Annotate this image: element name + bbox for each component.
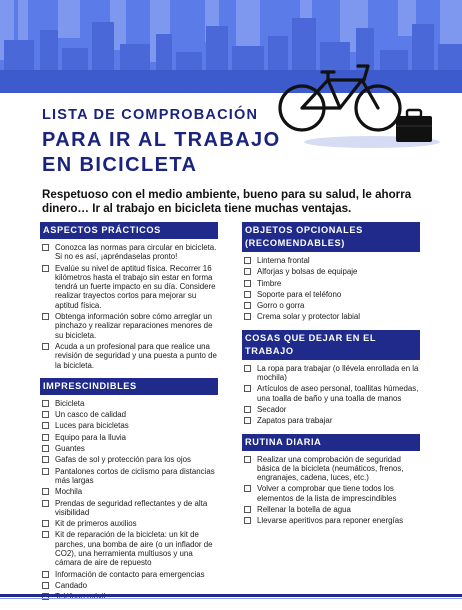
checkbox-icon[interactable] [42, 445, 49, 452]
section-title-dejar: COSAS QUE DEJAR EN EL TRABAJO [242, 330, 420, 360]
footer-rule [0, 594, 462, 597]
checklist-item-text: Información de contacto para emergencias [55, 569, 205, 579]
checkbox-icon[interactable] [244, 280, 251, 287]
checklist-item [242, 267, 420, 276]
checkbox-icon[interactable] [244, 268, 251, 275]
checklist-item [242, 301, 420, 310]
checkbox-icon[interactable] [244, 291, 251, 298]
checkbox-icon[interactable] [42, 422, 49, 429]
checklist-item-text: Luces para bicicletas [55, 421, 129, 431]
checkbox-icon[interactable] [244, 365, 251, 372]
checklist-rutina [242, 455, 420, 526]
checkbox-icon[interactable] [42, 411, 49, 418]
checkbox-icon[interactable] [244, 406, 251, 413]
footer-rule-thin [0, 598, 462, 599]
checklist-item-text: Rellenar la botella de agua [257, 505, 351, 515]
page-title-line-1: PARA IR AL TRABAJO [42, 129, 281, 151]
checkbox-icon[interactable] [244, 417, 251, 424]
checklist-item [242, 505, 420, 514]
intro-text: Respetuoso con el medio ambiente, bueno para su salud, le ahorra dinero… Ir al trabajo en bicicleta tiene muchas ventajas. [42, 188, 412, 215]
checklist-item-text: Acuda a un profesional para que realice una revisión de seguridad y una puesta a punto de la bicicleta. [55, 341, 217, 370]
checkbox-icon[interactable] [42, 400, 49, 407]
checklist-opcionales [242, 256, 420, 322]
checklist-item-text: Llevarse aperitivos para reponer energías [257, 516, 404, 526]
checklist-item-text: Pantalones cortos de ciclismo para distancias más largas [55, 466, 215, 485]
checkbox-icon[interactable] [42, 456, 49, 463]
section-title-opcionales: OBJETOS OPCIONALES (RECOMENDABLES) [242, 222, 420, 252]
checkbox-icon[interactable] [244, 385, 251, 392]
section-title-aspectos: ASPECTOS PRÁCTICOS [40, 222, 218, 239]
checklist-item [242, 416, 420, 425]
checklist-item-text: Linterna frontal [257, 256, 310, 265]
checklist-item-text: Realizar una comprobación de seguridad básica de la bicicleta (neumáticos, frenos, engranajes, cadena, luces, etc.) [257, 454, 404, 483]
checklist-aspectos [40, 243, 218, 370]
checklist-item-text: Gorro o gorra [257, 301, 305, 311]
checklist-item [242, 455, 420, 483]
checklist-item [242, 484, 420, 503]
checklist-item [40, 433, 218, 442]
checklist-item-text: Zapatos para trabajar [257, 416, 333, 426]
checklist-item [40, 243, 218, 262]
section-title-rutina: RUTINA DIARIA [242, 434, 420, 451]
checkbox-icon[interactable] [42, 434, 49, 441]
checklist-item-text: Candado [55, 580, 88, 590]
checklist-item [40, 467, 218, 486]
checklist-item [242, 312, 420, 321]
bicycle-illustration [272, 58, 442, 150]
checklist-item [40, 410, 218, 419]
checklist-item-text: Soporte para el teléfono [257, 289, 342, 299]
checklist-item [242, 279, 420, 288]
checklist-item [40, 455, 218, 464]
checklist-item [40, 570, 218, 579]
checklist-item [40, 264, 218, 310]
checkbox-icon[interactable] [42, 488, 49, 495]
checklist-item-text: Alforjas y bolsas de equipaje [257, 267, 358, 277]
checkbox-icon[interactable] [42, 582, 49, 589]
checklist-item-text: Kit de reparación de la bicicleta: un kit de parches, una bomba de aire (o un inflador de CO2), una herramienta multiusos y una cámara de aire de repuesto [55, 530, 213, 568]
checklist-item-text: Secador [257, 404, 287, 414]
checkbox-icon[interactable] [244, 485, 251, 492]
checklist-item [242, 364, 420, 383]
checkbox-icon[interactable] [244, 302, 251, 309]
checklist-item-text: Bicicleta [55, 398, 85, 408]
left-column [40, 222, 218, 610]
checklist-item-text: Crema solar y protector labial [257, 312, 361, 322]
checkbox-icon[interactable] [244, 257, 251, 264]
right-column [242, 222, 420, 534]
checkbox-icon[interactable] [42, 313, 49, 320]
checklist-item-text: Evalúe su nivel de aptitud física. Recorrer 16 kilómetros hasta el trabajo sin estar en forma tendrá un fuerte impacto en su día. Considere realizar trayectos cortos para mejorar su aptitud física. [55, 263, 216, 310]
checklist-item-text: Gafas de sol y protección para los ojos [55, 455, 191, 465]
checkbox-icon[interactable] [244, 456, 251, 463]
checklist-item-text: Un casco de calidad [55, 410, 127, 420]
checklist-item-text: Timbre [257, 278, 282, 288]
checkbox-icon[interactable] [42, 531, 49, 538]
page-title-line-2: EN BICICLETA [42, 154, 198, 176]
checklist-item [242, 384, 420, 403]
checkbox-icon[interactable] [42, 265, 49, 272]
checkbox-icon[interactable] [42, 343, 49, 350]
checklist-item [40, 487, 218, 496]
checklist-item-text: Mochila [55, 487, 83, 497]
checklist-item [242, 256, 420, 265]
checklist-item [40, 499, 218, 518]
checklist-item-text: La ropa para trabajar (o llévela enrollada en la mochila) [257, 363, 419, 383]
checkbox-icon[interactable] [244, 517, 251, 524]
section-title-imprescindibles: IMPRESCINDIBLES [40, 378, 218, 395]
checklist-item [40, 342, 218, 370]
checklist-item-text: Kit de primeros auxilios [55, 519, 137, 529]
checklist-item [242, 516, 420, 525]
checklist-item-text: Obtenga información sobre cómo arreglar un pinchazo y realizar reparaciones menores de su bicicleta. [55, 312, 213, 340]
checklist-item [40, 530, 218, 567]
checklist-item-text: Volver a comprobar que tiene todos los elementos de la lista de imprescindibles [257, 484, 397, 503]
checkbox-icon[interactable] [42, 500, 49, 507]
checklist-item [40, 581, 218, 590]
checklist-item-text: Guantes [55, 444, 85, 454]
checklist-item-text: Artículos de aseo personal, toallitas húmedas, una toalla de baño y una toalla de manos [257, 384, 419, 403]
checklist-item-text: Equipo para la lluvia [55, 432, 127, 442]
bicycle-icon [280, 66, 400, 130]
checklist-item [242, 290, 420, 299]
checklist-item [40, 312, 218, 340]
checkbox-icon[interactable] [42, 571, 49, 578]
checkbox-icon[interactable] [42, 468, 49, 475]
checklist-item [40, 519, 218, 528]
checkbox-icon[interactable] [42, 520, 49, 527]
checklist-dejar [242, 364, 420, 426]
briefcase-icon [396, 110, 432, 142]
checklist-item [40, 421, 218, 430]
checkbox-icon[interactable] [42, 244, 49, 251]
checklist-imprescindibles [40, 399, 218, 602]
checklist-item-text: Conozca las normas para circular en bicicleta. Si no es así, ¡apréndaselas pronto! [55, 243, 217, 262]
checklist-item [40, 444, 218, 453]
checkbox-icon[interactable] [244, 313, 251, 320]
checkbox-icon[interactable] [244, 506, 251, 513]
checklist-item-text: Prendas de seguridad reflectantes y de alta visibilidad [55, 498, 208, 517]
pretitle: LISTA DE COMPROBACIÓN [42, 107, 259, 123]
checklist-item [242, 405, 420, 414]
checklist-item [40, 399, 218, 408]
